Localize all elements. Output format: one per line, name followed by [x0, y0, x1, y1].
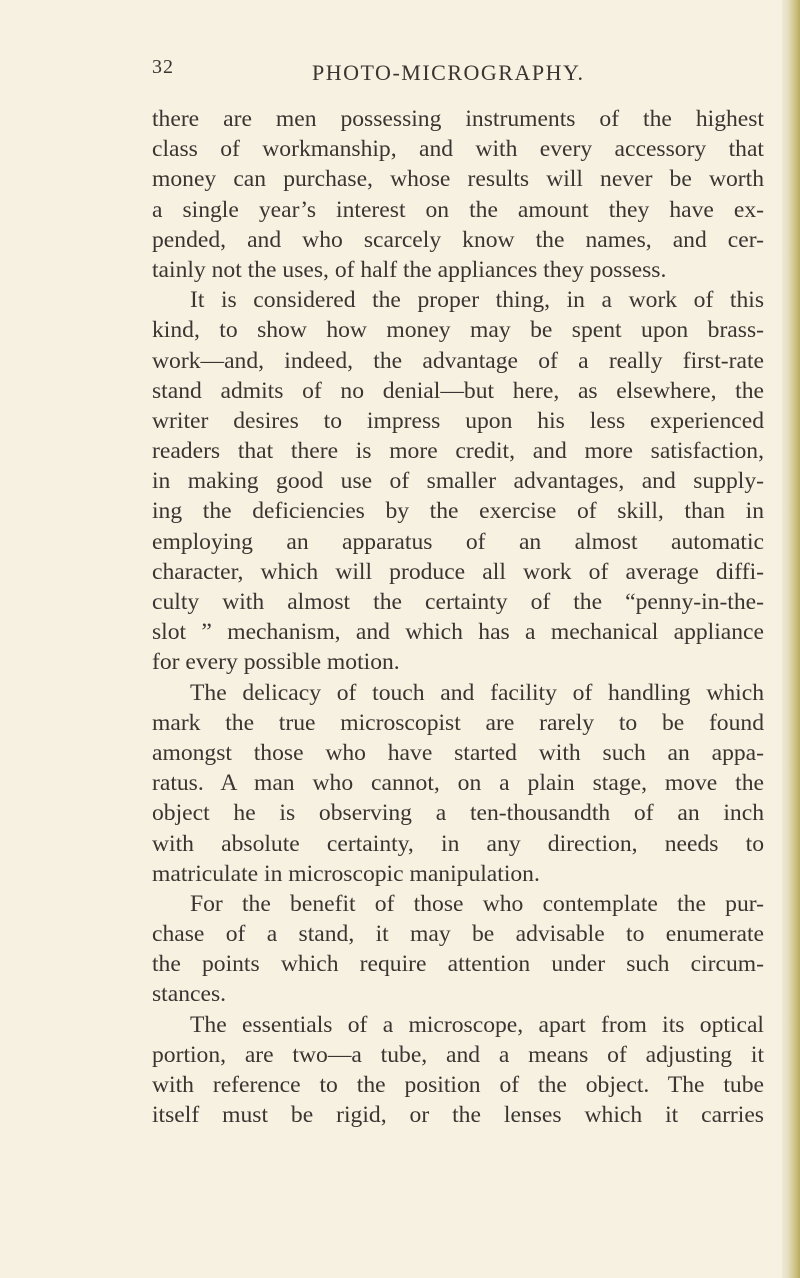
text-line: there are men possessing instruments of the highest [152, 106, 764, 132]
text-line: matriculate in microscopic manipulation. [152, 860, 540, 887]
body-text [152, 104, 764, 1130]
text-line: culty with almost the certainty of the “penny-in-the- [152, 589, 764, 615]
text-line: stances. [152, 981, 227, 1008]
page-edge [782, 0, 800, 1278]
running-head [152, 56, 612, 96]
text-line: work—and, indeed, the advantage of a really first-rate [152, 347, 764, 374]
text-line: object he is observing a ten-thousandth of an inch [152, 800, 764, 827]
text-line: a single year’s interest on the amount they have ex- [152, 196, 764, 223]
text-line: kind, to show how money may be spent upon brass- [152, 317, 764, 344]
text-line: stand admits of no denial—but here, as elsewhere, the [152, 377, 764, 404]
text-line: tainly not the uses, of half the appliances they possess. [152, 256, 667, 283]
text-line: For the benefit of those who contemplate the pur- [190, 890, 764, 917]
page-number: 32 [152, 56, 174, 78]
text-line: ratus. A man who cannot, on a plain stage, move the [152, 770, 764, 797]
text-line: in making good use of smaller advantages, and supply- [152, 468, 764, 495]
text-line: portion, are two—a tube, and a means of adjusting it [152, 1041, 764, 1068]
text-line: with absolute certainty, in any direction, needs to [152, 830, 764, 857]
text-line: slot ” mechanism, and which has a mechanical appliance [152, 619, 764, 646]
text-line: The delicacy of touch and facility of handling which [190, 679, 764, 706]
text-line: ing the deficiencies by the exercise of skill, than in [152, 498, 764, 525]
text-line: writer desires to impress upon his less experienced [152, 407, 764, 434]
text-line: for every possible motion. [152, 649, 400, 676]
text-line: class of workmanship, and with every accessory that [152, 136, 764, 163]
text-line: amongst those who have started with such an appa- [152, 739, 764, 766]
text-line: employing an apparatus of an almost automatic [152, 528, 764, 555]
running-title: PHOTO-MICROGRAPHY. [312, 60, 585, 85]
text-line: chase of a stand, it may be advisable to enumerate [152, 921, 764, 948]
text-line: itself must be rigid, or the lenses which it carries [152, 1102, 764, 1129]
text-line: money can purchase, whose results will never be worth [152, 166, 764, 193]
text-line: character, which will produce all work of average diffi- [152, 558, 764, 585]
text-line: mark the true microscopist are rarely to be found [152, 709, 764, 736]
text-line: It is considered the proper thing, in a work of this [190, 287, 764, 314]
text-line: The essentials of a microscope, apart from its optical [190, 1011, 764, 1038]
text-line: readers that there is more credit, and more satisfaction, [152, 438, 764, 465]
text-line: pended, and who scarcely know the names, and cer- [152, 226, 764, 253]
text-line: with reference to the position of the object. The tube [152, 1072, 764, 1098]
text-line: the points which require attention under such circum- [152, 951, 764, 978]
